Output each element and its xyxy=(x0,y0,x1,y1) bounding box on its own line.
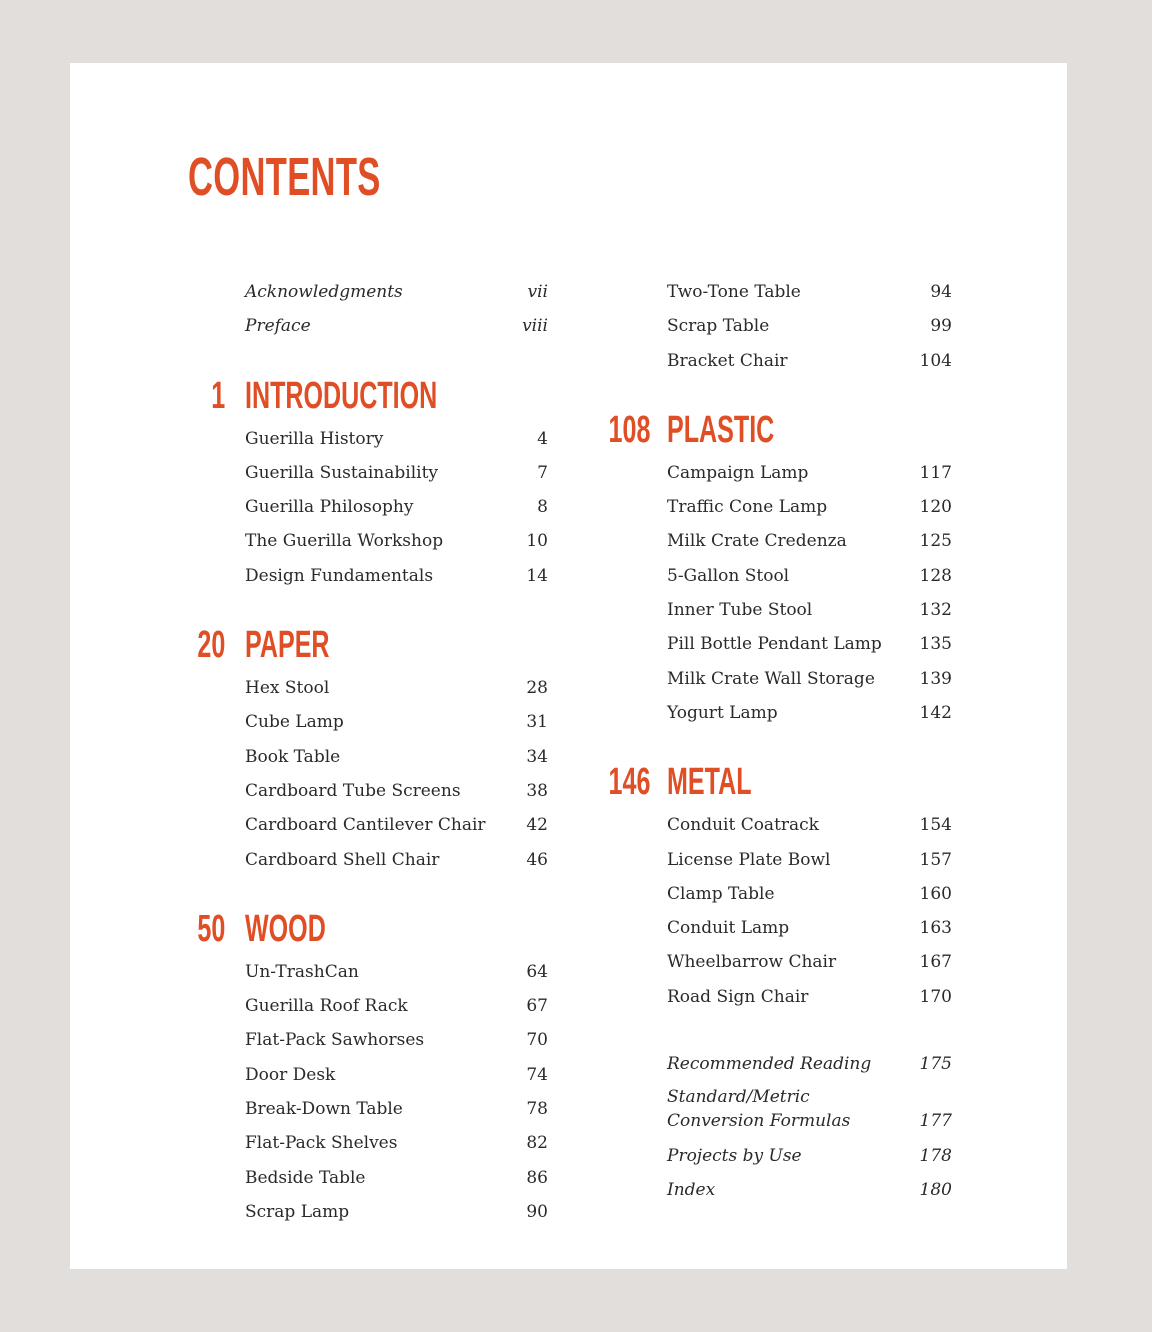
section-title: PAPER xyxy=(245,624,330,667)
toc-entry-page: 94 xyxy=(930,282,952,302)
toc-entry[interactable] xyxy=(606,1081,952,1139)
toc-entry[interactable] xyxy=(188,774,548,808)
toc-entry[interactable] xyxy=(188,524,548,558)
toc-entry-title: Wheelbarrow Chair xyxy=(667,952,837,973)
toc-entry-title: Guerilla Roof Rack xyxy=(245,996,408,1017)
toc-entry-title: Design Fundamentals xyxy=(245,565,434,586)
section-heading-wood[interactable] xyxy=(188,903,548,955)
toc-entry-page: 154 xyxy=(919,815,952,836)
toc-entry-title: Acknowledgments xyxy=(245,282,403,302)
toc-entry-page: 34 xyxy=(526,746,548,767)
toc-entry-page: 90 xyxy=(526,1201,548,1222)
section-heading-paper[interactable] xyxy=(188,619,548,671)
toc-entry[interactable] xyxy=(188,1092,548,1126)
toc-entry-page: 117 xyxy=(919,462,952,483)
section-title: WOOD xyxy=(245,907,326,950)
toc-entry[interactable] xyxy=(606,524,952,558)
section-number: 108 xyxy=(608,408,650,451)
toc-entry[interactable] xyxy=(188,955,548,989)
toc-entry[interactable] xyxy=(606,877,952,911)
toc-entry-title: Campaign Lamp xyxy=(667,462,809,483)
toc-entry-title: Cardboard Cantilever Chair xyxy=(245,815,486,836)
toc-entry[interactable] xyxy=(606,275,952,309)
toc-entry-title: The Guerilla Workshop xyxy=(245,531,444,552)
toc-entry[interactable] xyxy=(188,559,548,593)
toc-entry-page: 28 xyxy=(526,678,548,699)
toc-entry-page: 8 xyxy=(537,497,548,518)
toc-entry-page: 10 xyxy=(526,531,548,552)
section-title: PLASTIC xyxy=(667,408,775,451)
toc-entry[interactable] xyxy=(188,1126,548,1160)
toc-entry-title: Conduit Lamp xyxy=(667,918,790,939)
toc-entry-title: License Plate Bowl xyxy=(667,849,831,870)
toc-entry[interactable] xyxy=(188,740,548,774)
section-heading-introduction[interactable] xyxy=(188,370,548,422)
toc-entry[interactable] xyxy=(188,1195,548,1229)
toc-entry-page: 104 xyxy=(919,350,952,371)
toc-entry-title: Index xyxy=(667,1180,716,1201)
spacer xyxy=(606,1014,952,1047)
contents-page xyxy=(70,63,1067,1269)
toc-entry-page: 132 xyxy=(919,600,952,621)
toc-entry-page: 14 xyxy=(526,565,548,586)
toc-entry[interactable] xyxy=(188,671,548,705)
toc-entry[interactable] xyxy=(606,593,952,627)
toc-entry-title: Inner Tube Stool xyxy=(667,600,813,621)
toc-entry-page: 67 xyxy=(526,996,548,1017)
toc-entry[interactable] xyxy=(606,344,952,378)
toc-entry[interactable] xyxy=(188,843,548,877)
toc-entry-page: 128 xyxy=(919,565,952,586)
toc-entry-page: 120 xyxy=(919,497,952,518)
toc-entry-page: vii xyxy=(527,282,548,302)
toc-entry-page: 99 xyxy=(930,316,952,337)
toc-entry-title: Scrap Lamp xyxy=(245,1201,350,1222)
toc-entry-page: 180 xyxy=(919,1180,952,1201)
toc-entry-title: Hex Stool xyxy=(245,678,330,699)
toc-entry[interactable] xyxy=(606,309,952,343)
toc-entry-title: Bedside Table xyxy=(245,1167,366,1188)
toc-entry-page: 82 xyxy=(526,1133,548,1154)
toc-entry-title: Scrap Table xyxy=(667,316,770,337)
toc-entry[interactable] xyxy=(188,1161,548,1195)
toc-entry[interactable] xyxy=(188,309,548,343)
toc-entry[interactable] xyxy=(188,1058,548,1092)
toc-column-right xyxy=(606,275,952,1208)
toc-entry-page: 167 xyxy=(919,952,952,973)
toc-entry-page: 74 xyxy=(526,1064,548,1085)
toc-entry[interactable] xyxy=(606,1047,952,1081)
toc-entry[interactable] xyxy=(188,1023,548,1057)
toc-entry-title: Yogurt Lamp xyxy=(667,702,778,723)
toc-entry[interactable] xyxy=(188,808,548,842)
toc-entry[interactable] xyxy=(188,989,548,1023)
toc-entry-title: Cube Lamp xyxy=(245,712,344,733)
toc-entry[interactable] xyxy=(606,911,952,945)
toc-entry[interactable] xyxy=(188,422,548,456)
toc-entry-title: Preface xyxy=(245,316,311,337)
toc-entry[interactable] xyxy=(606,696,952,730)
toc-entry-title: Un-TrashCan xyxy=(245,961,359,982)
toc-entry-page: 178 xyxy=(919,1145,952,1166)
toc-entry[interactable] xyxy=(188,705,548,739)
toc-entry-page: 86 xyxy=(526,1167,548,1188)
toc-entry-title: Book Table xyxy=(245,746,341,767)
toc-entry-page: 170 xyxy=(919,986,952,1007)
toc-entry-page: 38 xyxy=(526,780,548,801)
toc-entry-page: 42 xyxy=(526,815,548,836)
toc-entry-title: Milk Crate Credenza xyxy=(667,531,847,552)
section-number: 1 xyxy=(211,374,225,417)
toc-entry-page: 64 xyxy=(526,961,548,982)
toc-entry-title: Guerilla Sustainability xyxy=(245,462,439,483)
section-number: 146 xyxy=(608,761,650,804)
toc-entry[interactable] xyxy=(606,627,952,661)
toc-entry-title: Projects by Use xyxy=(667,1145,802,1166)
toc-entry[interactable] xyxy=(606,490,952,524)
toc-entry-page: 175 xyxy=(919,1054,952,1075)
toc-entry[interactable] xyxy=(606,559,952,593)
toc-entry[interactable] xyxy=(188,490,548,524)
toc-entry[interactable] xyxy=(606,662,952,696)
toc-entry-page: 177 xyxy=(919,1110,952,1131)
section-heading-plastic[interactable] xyxy=(606,404,952,456)
section-number: 20 xyxy=(197,624,225,667)
toc-entry[interactable] xyxy=(606,843,952,877)
section-number: 50 xyxy=(197,907,225,950)
toc-entry-title: Pill Bottle Pendant Lamp xyxy=(667,634,882,655)
section-heading-metal[interactable] xyxy=(606,756,952,808)
toc-entry-title: Cardboard Tube Screens xyxy=(245,780,461,801)
toc-entry-title: Guerilla Philosophy xyxy=(245,497,414,518)
toc-entry-page: viii xyxy=(522,316,548,337)
section-title: METAL xyxy=(667,761,752,804)
toc-entry-page: 70 xyxy=(526,1030,548,1051)
toc-entry-page: 163 xyxy=(919,918,952,939)
toc-entry-title: Two-Tone Table xyxy=(667,282,801,302)
toc-entry-title: Conduit Coatrack xyxy=(667,815,819,836)
toc-entry-title: Cardboard Shell Chair xyxy=(245,849,440,870)
toc-entry[interactable] xyxy=(606,808,952,842)
toc-entry-title: Door Desk xyxy=(245,1064,336,1085)
toc-entry-title: Break-Down Table xyxy=(245,1099,403,1120)
toc-entry[interactable] xyxy=(606,980,952,1014)
toc-entry-page: 46 xyxy=(526,849,548,870)
toc-entry[interactable] xyxy=(606,456,952,490)
toc-entry-page: 160 xyxy=(919,883,952,904)
page-title: CONTENTS xyxy=(188,147,381,207)
toc-entry-page: 7 xyxy=(537,462,548,483)
section-title: INTRODUCTION xyxy=(245,374,438,417)
toc-entry-page: 125 xyxy=(919,531,952,552)
toc-entry-page: 139 xyxy=(919,668,952,689)
toc-entry-page: 157 xyxy=(919,849,952,870)
toc-entry[interactable] xyxy=(606,945,952,979)
toc-entry-title: 5-Gallon Stool xyxy=(667,565,790,586)
toc-entry-page: 31 xyxy=(526,712,548,733)
toc-entry-title: Flat-Pack Shelves xyxy=(245,1133,398,1154)
toc-entry[interactable] xyxy=(606,1139,952,1173)
toc-entry-page: 142 xyxy=(919,702,952,723)
toc-entry-page: 4 xyxy=(537,428,548,449)
toc-entry[interactable] xyxy=(606,1173,952,1207)
toc-entry-title: Recommended Reading xyxy=(667,1054,872,1075)
toc-entry-page: 135 xyxy=(919,634,952,655)
toc-entry-title: Bracket Chair xyxy=(667,350,788,371)
toc-entry[interactable] xyxy=(188,275,548,309)
toc-entry[interactable] xyxy=(188,456,548,490)
toc-entry-title: Road Sign Chair xyxy=(667,986,809,1007)
toc-entry-title: Milk Crate Wall Storage xyxy=(667,668,875,689)
toc-entry-page: 78 xyxy=(526,1099,548,1120)
toc-entry-title: Flat-Pack Sawhorses xyxy=(245,1030,425,1051)
toc-entry-title: Traffic Cone Lamp xyxy=(667,497,828,518)
toc-entry-title: Guerilla History xyxy=(245,428,384,449)
toc-entry-title: Standard/Metric Conversion Formulas xyxy=(667,1087,851,1131)
toc-entry-title: Clamp Table xyxy=(667,883,775,904)
toc-column-left xyxy=(188,275,548,1229)
